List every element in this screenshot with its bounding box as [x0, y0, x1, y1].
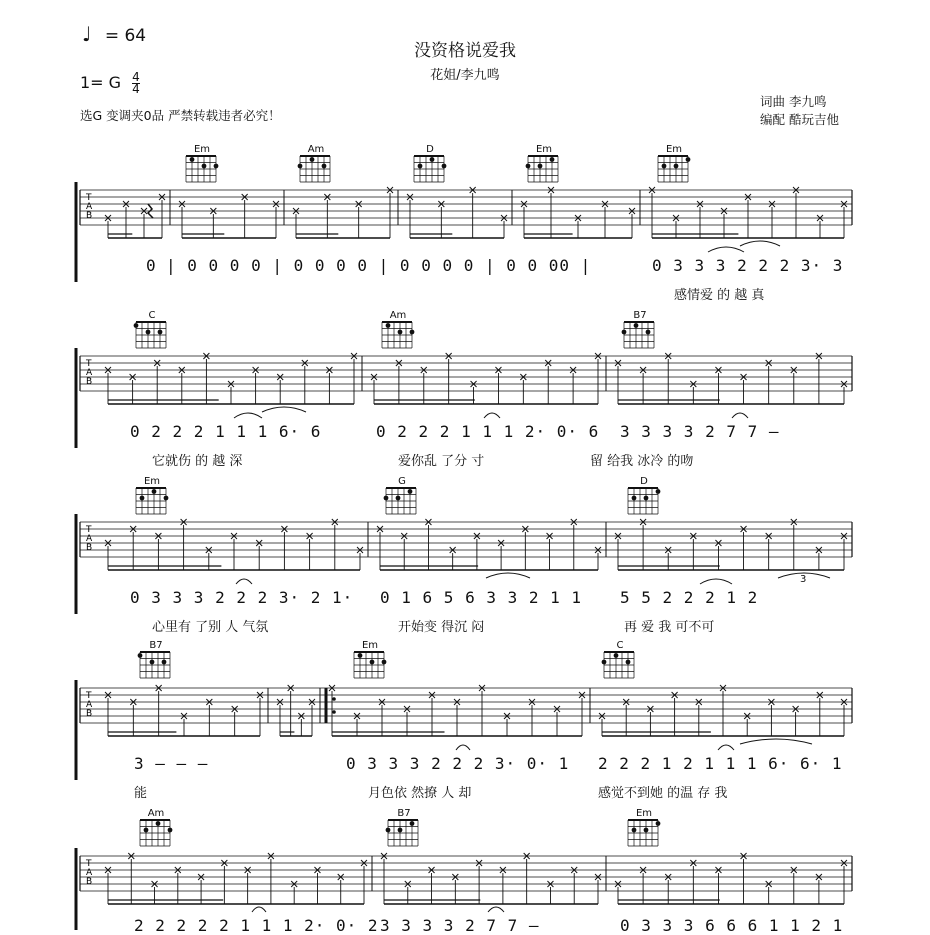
tab-clef-icon: B: [86, 709, 93, 719]
tie-arc: [486, 573, 530, 578]
tie-arc: [236, 579, 252, 584]
finger-dot: [138, 653, 143, 658]
tab-clef-icon: B: [86, 877, 93, 887]
tie-arc: [488, 907, 504, 912]
chord-label: D: [426, 144, 434, 155]
finger-dot: [662, 164, 667, 169]
chord-label: Am: [147, 808, 165, 819]
finger-dot: [152, 489, 157, 494]
finger-dot: [634, 323, 639, 328]
chord-label: B7: [397, 808, 411, 819]
finger-dot: [310, 157, 315, 162]
time-signature-top: 4: [132, 70, 140, 84]
singer: 花姐/李九鸣: [430, 68, 500, 83]
chord-label: Em: [665, 144, 683, 155]
jianpu-numbers: 0 3 3 3 2 2 2 3· 3: [652, 256, 844, 275]
lyric-line: 感觉不到她 的温 存 我: [598, 786, 728, 801]
finger-dot: [134, 323, 139, 328]
jianpu-numbers: 3 3 3 3 2 7 7 —: [620, 422, 780, 441]
jianpu-numbers: 0 3 3 3 2 2 2 3· 2 1·: [130, 588, 354, 607]
tie-arc: [234, 413, 262, 418]
tab-clef-icon: T: [86, 193, 92, 203]
jianpu-numbers: 3 3 3 3 2 7 7 —: [380, 916, 540, 935]
finger-dot: [526, 164, 531, 169]
tie-arc: [456, 745, 470, 750]
finger-dot: [162, 660, 167, 665]
finger-dot: [140, 496, 145, 501]
lyricist-credit: 词曲 李九鸣: [760, 94, 827, 109]
lyric-line: 它就伤 的 越 深: [152, 454, 243, 469]
tie-arc: [740, 241, 780, 246]
finger-dot: [386, 828, 391, 833]
jianpu-numbers: 0 2 2 2 1 1 1 2· 0· 6: [376, 422, 600, 441]
jianpu-numbers: 0 2 2 2 1 1 1 6· 6: [130, 422, 322, 441]
chord-label: Em: [635, 808, 653, 819]
lyric-line: 再 爱 我 可不可: [624, 620, 715, 635]
jianpu-numbers: 2 2 2 2 2 1 1 1 2· 0· 2: [134, 916, 379, 935]
lyric-line: 开始变 得沉 闷: [398, 620, 485, 635]
finger-dot: [202, 164, 207, 169]
jianpu-numbers: 0: [146, 256, 157, 275]
chord-label: Em: [193, 144, 211, 155]
lyric-line: 爱你乱 了分 寸: [398, 454, 485, 469]
chord-label: G: [398, 476, 406, 487]
quarter-note-icon: ♩: [82, 22, 92, 46]
finger-dot: [410, 330, 415, 335]
finger-dot: [398, 828, 403, 833]
chord-label: C: [616, 640, 624, 651]
tie-arc: [732, 413, 748, 418]
finger-dot: [146, 330, 151, 335]
jianpu-numbers: | 0 0 0 0 | 0 0 0 0 | 0 0 0 0 | 0 0 00 |: [166, 256, 592, 275]
finger-dot: [156, 821, 161, 826]
jianpu-numbers: 5 5 2 2 2 1 2: [620, 588, 759, 607]
arranger-credit: 编配 酷玩吉他: [760, 112, 839, 127]
jianpu-numbers: 0 1 6 5 6 3 3 2 1 1: [380, 588, 583, 607]
finger-dot: [144, 828, 149, 833]
finger-dot: [382, 660, 387, 665]
finger-dot: [538, 164, 543, 169]
chord-label: D: [640, 476, 648, 487]
chord-label: Em: [143, 476, 161, 487]
lyric-line: 心里有 了别 人 气氛: [152, 620, 269, 635]
finger-dot: [370, 660, 375, 665]
tab-clef-icon: A: [86, 868, 93, 878]
tie-arc: [484, 413, 500, 418]
finger-dot: [418, 164, 423, 169]
key-signature: 1= G $\frac{4}{4}$: [80, 70, 140, 96]
tie-arc: [700, 579, 732, 584]
time-signature-bottom: 4: [132, 82, 140, 96]
finger-dot: [384, 496, 389, 501]
finger-dot: [386, 323, 391, 328]
finger-dot: [550, 157, 555, 162]
song-title: 没资格说爱我: [414, 41, 516, 61]
finger-dot: [674, 164, 679, 169]
finger-dot: [626, 660, 631, 665]
finger-dot: [168, 828, 173, 833]
finger-dot: [644, 828, 649, 833]
finger-dot: [632, 828, 637, 833]
chord-label: Em: [535, 144, 553, 155]
capo-note: 选G 变调夹0品 严禁转载违者必究！: [80, 108, 281, 123]
lyric-line: 感情爱 的 越 真: [674, 288, 765, 303]
jianpu-numbers: 3 — — —: [134, 754, 209, 773]
repeat-dot: [332, 697, 336, 701]
tempo-marking: ♩ = 64: [82, 22, 147, 46]
tie-arc: [262, 407, 306, 412]
finger-dot: [408, 489, 413, 494]
finger-dot: [622, 330, 627, 335]
finger-dot: [430, 157, 435, 162]
tie-arc: [252, 907, 266, 912]
tab-clef-icon: T: [86, 359, 92, 369]
finger-dot: [358, 653, 363, 658]
jianpu-numbers: 0 3 3 3 6 6 6 1 1 2 1: [620, 916, 844, 935]
finger-dot: [602, 660, 607, 665]
tie-arc: [778, 573, 830, 578]
tab-clef-icon: T: [86, 691, 92, 701]
lyric-line: 月色依 然撩 人 却: [368, 786, 472, 801]
tab-clef-icon: T: [86, 859, 92, 869]
finger-dot: [190, 157, 195, 162]
tab-clef-icon: B: [86, 211, 93, 221]
tab-clef-icon: A: [86, 534, 93, 544]
chord-label: C: [148, 310, 156, 321]
finger-dot: [632, 496, 637, 501]
jianpu-numbers: 0 3 3 3 2 2 2 3· 0· 1: [346, 754, 570, 773]
tab-clef-icon: A: [86, 368, 93, 378]
finger-dot: [396, 496, 401, 501]
finger-dot: [656, 821, 661, 826]
chord-label: Em: [361, 640, 379, 651]
finger-dot: [442, 164, 447, 169]
triplet-mark: 3: [800, 574, 807, 585]
tab-clef-icon: B: [86, 543, 93, 553]
finger-dot: [646, 330, 651, 335]
repeat-dot: [332, 710, 336, 714]
finger-dot: [298, 164, 303, 169]
finger-dot: [656, 489, 661, 494]
finger-dot: [150, 660, 155, 665]
tie-arc: [740, 739, 812, 744]
tie-arc: [708, 247, 744, 252]
finger-dot: [614, 653, 619, 658]
finger-dot: [164, 496, 169, 501]
tab-clef-icon: T: [86, 525, 92, 535]
chord-label: Am: [307, 144, 325, 155]
jianpu-numbers: 2 2 2 1 2 1 1 1 6· 6· 1: [598, 754, 843, 773]
finger-dot: [158, 330, 163, 335]
lyric-line: 留 给我 冰冷 的吻: [590, 454, 694, 469]
finger-dot: [214, 164, 219, 169]
lyric-line: 能: [134, 786, 148, 801]
tie-arc: [718, 745, 734, 750]
tab-clef-icon: A: [86, 202, 93, 212]
finger-dot: [644, 496, 649, 501]
tab-clef-icon: B: [86, 377, 93, 387]
chord-label: B7: [633, 310, 647, 321]
finger-dot: [398, 330, 403, 335]
chord-label: B7: [149, 640, 163, 651]
tab-clef-icon: A: [86, 700, 93, 710]
finger-dot: [410, 821, 415, 826]
chord-label: Am: [389, 310, 407, 321]
finger-dot: [686, 157, 691, 162]
finger-dot: [322, 164, 327, 169]
